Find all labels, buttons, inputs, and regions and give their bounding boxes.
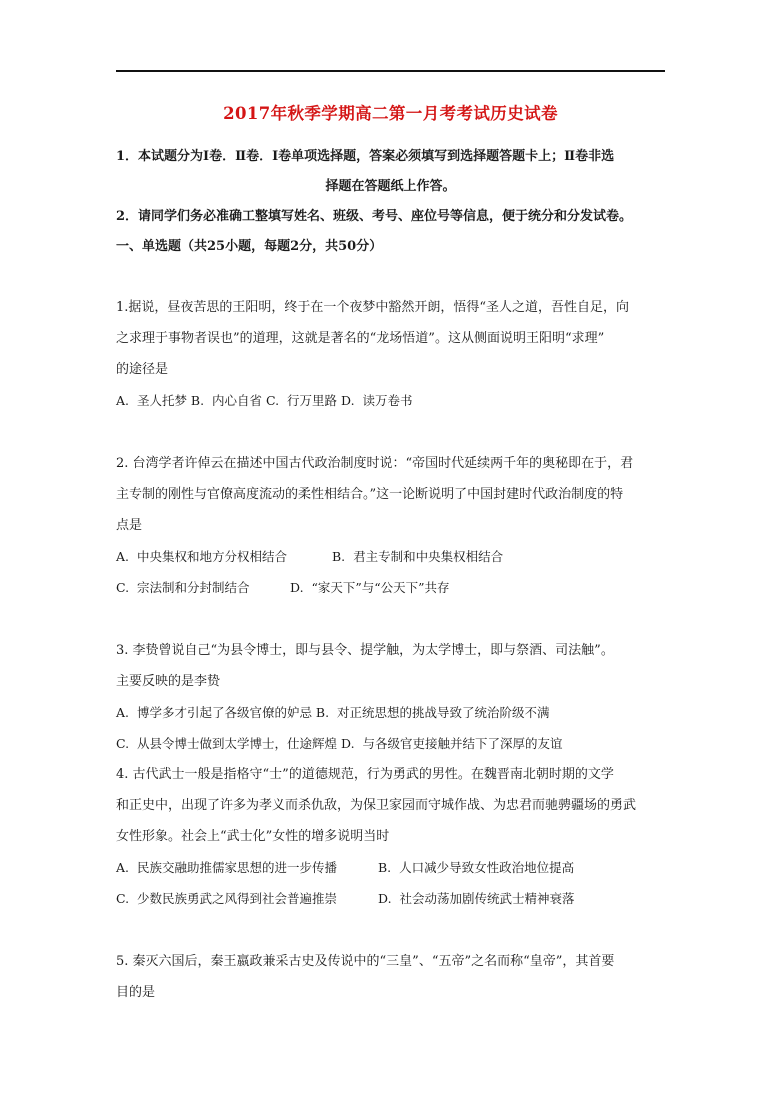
question-5-line-1: 5. 秦灭六国后，秦王嬴政兼采古史及传说中的“三皇”、“五帝”之名而称“皇帝”，其首要 bbox=[116, 954, 615, 969]
question-1-line-2: 之求理于事物者误也”的道理，这就是著名的“龙场悟道”。这从侧面说明王阳明“求理” bbox=[116, 331, 605, 346]
question-1-options bbox=[116, 385, 665, 416]
question-4-option-d: D. 社会动荡加剧传统武士精神衰落 bbox=[378, 891, 575, 906]
instruction-1-line2: 择题在答题纸上作答。 bbox=[325, 179, 456, 194]
question-4-line-1: 4. 古代武士一般是指格守“士”的道德规范，行为勇武的男性。在魏晋南北朝时期的文学 bbox=[116, 767, 614, 782]
question-3-options-row-2 bbox=[116, 728, 665, 759]
question-4-line-3: 女性形象。社会上“武士化”女性的增多说明当时 bbox=[116, 829, 390, 844]
exam-page bbox=[116, 103, 665, 1008]
question-2-line-2: 主专制的刚性与官僚高度流动的柔性相结合。”这一论断说明了中国封建时代政治制度的特 bbox=[116, 487, 624, 502]
question-3 bbox=[116, 635, 665, 759]
question-3-option-ab: A. 博学多才引起了各级官僚的妒忌 B. 对正统思想的挑战导致了统治阶级不满 bbox=[116, 705, 550, 720]
exam-title: 2017年秋季学期高二第一月考考试历史试卷 bbox=[223, 104, 558, 123]
question-2-line-1: 2. 台湾学者许倬云在描述中国古代政治制度时说：“帝国时代延续两千年的奥秘即在于，君 bbox=[116, 456, 634, 471]
question-2-option-a: A. 中央集权和地方分权相结合 bbox=[116, 549, 287, 564]
question-2-line-3: 点是 bbox=[116, 518, 143, 533]
question-3-line-1: 3. 李贽曾说自己“为县令博士，即与县令、提学触，为太学博士，即与祭酒、司法触”。 bbox=[116, 643, 614, 658]
question-1 bbox=[116, 292, 665, 416]
question-2 bbox=[116, 448, 665, 603]
question-3-options-row-1 bbox=[116, 697, 665, 728]
question-4-options-row-2 bbox=[116, 883, 665, 914]
question-4-options-row-1 bbox=[116, 852, 665, 883]
section-heading: 一、单选题（共25小题，每题2分，共50分） bbox=[116, 239, 383, 254]
question-2-options-row-2 bbox=[116, 572, 665, 603]
question-4-option-a: A. 民族交融助推儒家思想的进一步传播 bbox=[116, 860, 337, 875]
question-2-option-b: B. 君主专制和中央集权相结合 bbox=[332, 549, 504, 564]
question-4-option-c: C. 少数民族勇武之风得到社会普遍推崇 bbox=[116, 891, 338, 906]
question-4 bbox=[116, 759, 665, 914]
question-4-line-2: 和正史中，出现了许多为孝义而杀仇敌，为保卫家园而守城作战、为忠君而驰骋疆场的勇武 bbox=[116, 798, 637, 813]
question-1-option-row-1: A. 圣人托梦 B. 内心自省 C. 行万里路 D. 读万卷书 bbox=[116, 393, 413, 408]
question-5-line-2: 目的是 bbox=[116, 985, 156, 1000]
question-1-line-3: 的途径是 bbox=[116, 362, 169, 377]
question-2-options-row-1 bbox=[116, 541, 665, 572]
question-5 bbox=[116, 946, 665, 1008]
question-4-option-b: B. 人口减少导致女性政治地位提高 bbox=[378, 860, 575, 875]
question-1-line-1: 1.据说，昼夜苦思的王阳明，终于在一个夜梦中豁然开朗，悟得“圣人之道，吾性自足，向 bbox=[116, 300, 630, 315]
question-2-option-c: C. 宗法制和分封制结合 bbox=[116, 580, 250, 595]
question-3-option-cd: C. 从县令博士做到太学博士，仕途辉煌 D. 与各级官吏接触并结下了深厚的友谊 bbox=[116, 736, 563, 751]
instruction-1-line1: 1．本试题分为Ⅰ卷．Ⅱ卷．Ⅰ卷单项选择题，答案必须填写到选择题答题卡上；Ⅱ卷非选 bbox=[116, 149, 615, 164]
question-3-line-2: 主要反映的是李贽 bbox=[116, 674, 221, 689]
instruction-1 bbox=[116, 142, 665, 202]
question-2-option-d: D. “家天下”与“公天下”共存 bbox=[290, 580, 450, 595]
instruction-2: 2．请同学们务必准确工整填写姓名、班级、考号、座位号等信息，便于统分和分发试卷。 bbox=[116, 209, 633, 224]
header-rule bbox=[116, 70, 665, 72]
